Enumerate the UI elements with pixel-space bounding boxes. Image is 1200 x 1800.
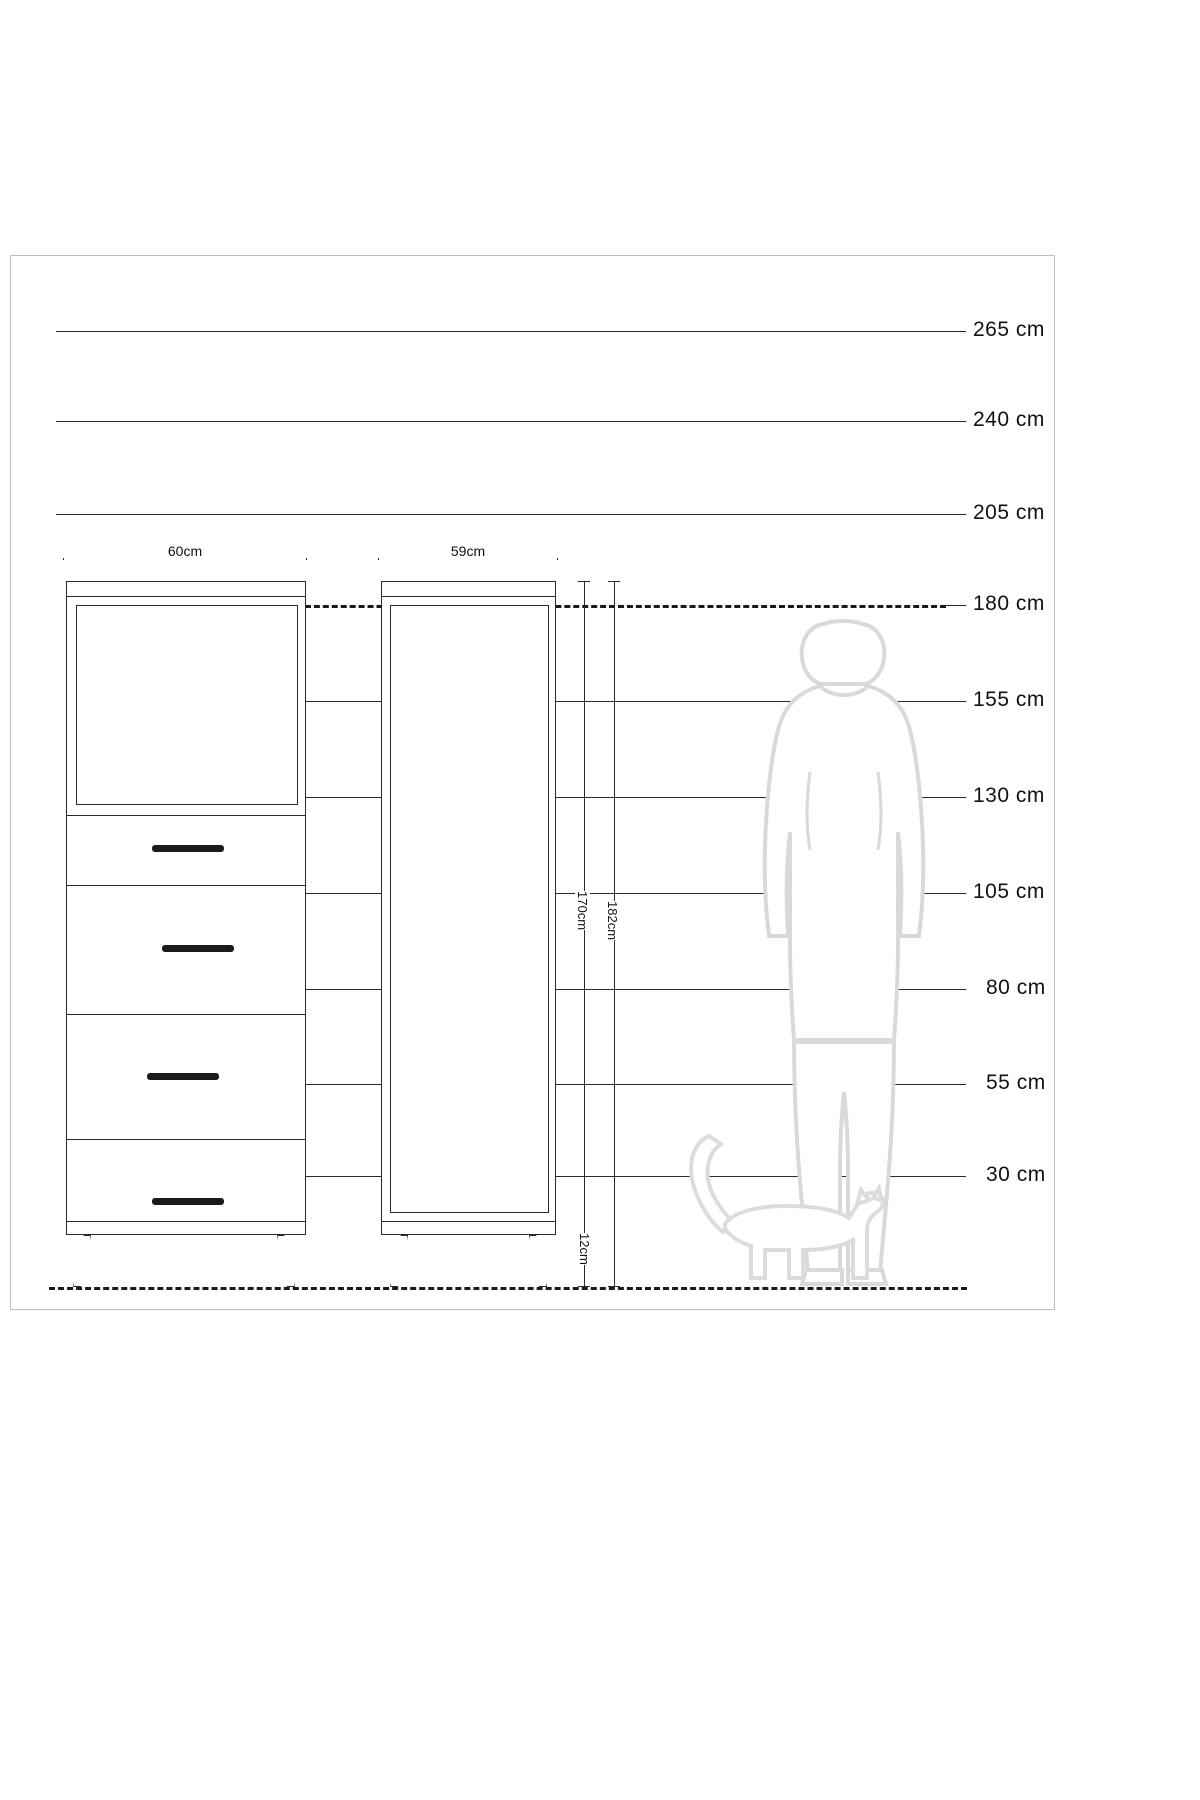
scale-label-80: 80 cm [986, 976, 1046, 999]
scale-label-205: 205 cm [973, 501, 1045, 524]
scale-label-30: 30 cm [986, 1163, 1046, 1186]
drawer-3-handle[interactable] [147, 1073, 219, 1080]
height-dimension-182-label: 182cm [605, 901, 620, 941]
drawer-2-handle[interactable] [162, 945, 234, 952]
cabinet-top-panel-line [382, 596, 555, 597]
width-dimension-60 [63, 543, 307, 560]
height-dimension-12 [578, 1231, 590, 1287]
chest-leg-right [277, 1235, 295, 1287]
width-dimension-59-label: 59cm [378, 544, 558, 558]
height-dimension-182 [605, 581, 620, 1287]
scale-line-240 [56, 421, 946, 422]
cabinet-leg-right [529, 1235, 547, 1287]
shelf-bottom-line [67, 815, 305, 816]
scale-label-55: 55 cm [986, 1071, 1046, 1094]
cat-silhouette [669, 1128, 894, 1288]
drawer-1-handle[interactable] [152, 845, 224, 852]
drawer-1-bottom-line [67, 885, 305, 886]
cabinet-door[interactable] [390, 605, 549, 1213]
open-shelf [76, 605, 298, 805]
height-dimension-170-label: 170cm [575, 891, 590, 931]
scale-line-265 [56, 331, 946, 332]
scale-label-130: 130 cm [973, 784, 1045, 807]
scale-label-105: 105 cm [973, 880, 1045, 903]
bottom-panel-line [67, 1221, 305, 1222]
scale-tick-180 [946, 605, 966, 606]
drawer-4-handle[interactable] [152, 1198, 224, 1205]
chest-of-drawers[interactable] [66, 581, 306, 1235]
cabinet-leg-left [390, 1235, 408, 1287]
scale-label-265: 265 cm [973, 318, 1045, 341]
drawer-2-bottom-line [67, 1014, 305, 1015]
scale-label-155: 155 cm [973, 688, 1045, 711]
top-panel-line [67, 596, 305, 597]
scale-label-240: 240 cm [973, 408, 1045, 431]
width-dimension-59 [378, 543, 558, 560]
scale-line-205 [56, 514, 946, 515]
height-dimension-12-label: 12cm [577, 1233, 592, 1265]
scale-tick-205 [946, 514, 966, 515]
width-dimension-60-label: 60cm [63, 544, 307, 558]
scale-tick-265 [946, 331, 966, 332]
height-dimension-170 [575, 581, 590, 1287]
scale-diagram [10, 255, 1055, 1310]
scale-label-180: 180 cm [973, 592, 1045, 615]
drawer-3-bottom-line [67, 1139, 305, 1140]
tall-cabinet[interactable] [381, 581, 556, 1235]
cabinet-bottom-panel-line [382, 1221, 555, 1222]
chest-leg-left [73, 1235, 91, 1287]
scale-tick-240 [946, 421, 966, 422]
